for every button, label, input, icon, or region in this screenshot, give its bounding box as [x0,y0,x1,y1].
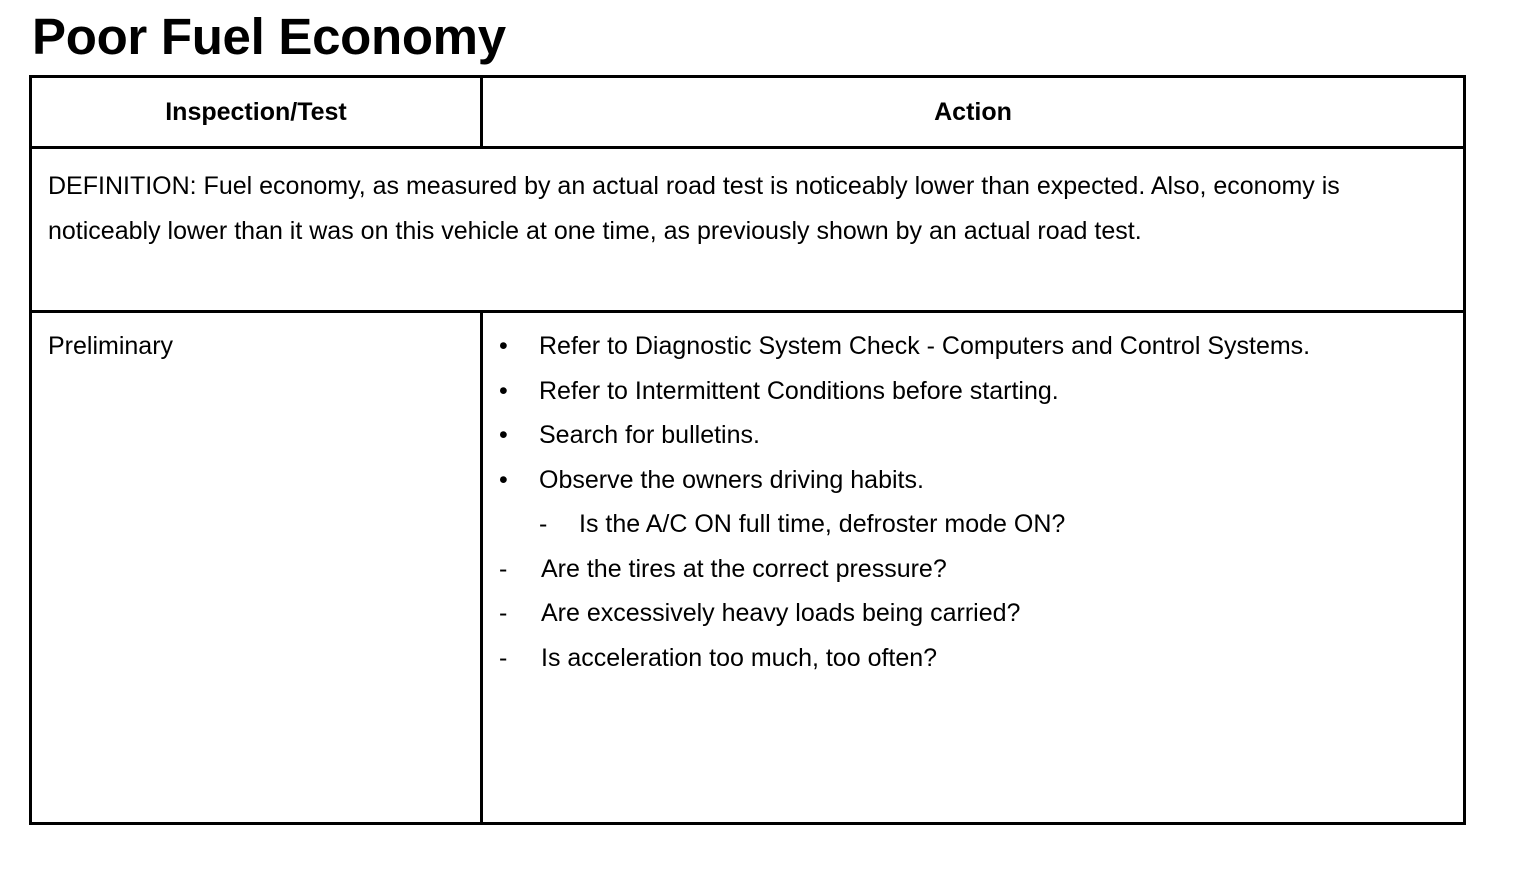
definition-text: DEFINITION: Fuel economy, as measured by an actual road test is noticeably lower than expected. Also, economy is noticeably lower than it was on this vehicle at one time, as previously shown by an actual road test. [48,172,1340,245]
action-text: Refer to Diagnostic System Check - Computers and Control Systems. [539,332,1311,360]
header-divider [32,146,1463,149]
bullet-marker: • [499,376,508,405]
dash-marker: - [499,643,508,672]
bullet-marker: • [499,332,508,360]
dash-marker: - [539,510,548,538]
page-title: Poor Fuel Economy [32,8,506,65]
action-text: Observe the owners driving habits. [539,465,924,494]
action-text: Search for bulletins. [539,421,760,449]
action-text: Is the A/C ON full time, defroster mode ON? [579,510,1066,538]
body-column-divider [480,310,483,822]
dash-marker: - [499,599,508,627]
bullet-marker: • [499,465,508,494]
bullet-marker: • [499,421,508,449]
inspection-cell-preliminary: Preliminary [48,332,174,360]
action-text: Are excessively heavy loads being carried? [541,599,1021,627]
dash-marker: - [499,554,508,583]
definition-divider [32,310,1463,313]
action-text: Is acceleration too much, too often? [541,643,938,672]
column-header-action: Action [934,97,1012,126]
action-text: Refer to Intermittent Conditions before starting. [539,376,1059,405]
action-text: Are the tires at the correct pressure? [541,554,947,583]
column-header-inspection: Inspection/Test [165,97,347,126]
diagnostic-table [29,75,1466,825]
